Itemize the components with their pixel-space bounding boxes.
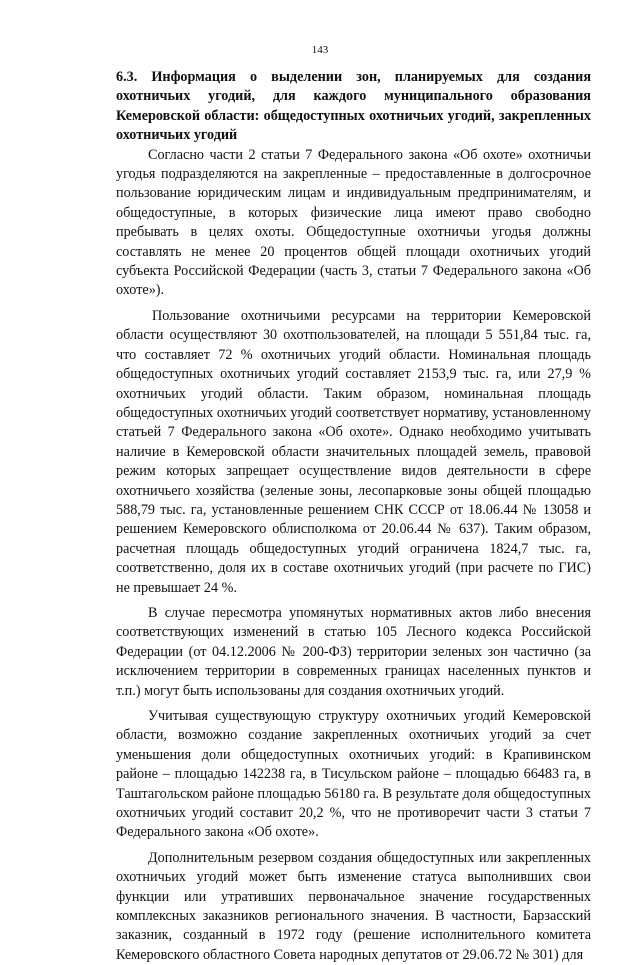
section-heading: 6.3. Информация о выделении зон, планируемых для создания охотничьих угодий, для каждого муниципального образования Кемеровской области: общедоступных охотничьих угодий, закрепленных охотничьих угодий bbox=[116, 69, 591, 144]
page-number: 143 bbox=[311, 44, 329, 56]
paragraph: Пользование охотничьими ресурсами на территории Кемеровской области осуществляют 30 охотпользователей, на площади 5 551,84 тыс. га, что составляет 72 % охотничьих угодий области. Номинальная площадь общедоступных охотничьих угодий составляет 2153,9 тыс. га, или 27,9 % охотничьих угодий области. Таким образом, номинальная площадь общедоступных охотничьих угодий соответствует нормативу, установленному статьей 7 Федерального закона «Об охоте». Однако необходимо учитывать наличие в Кемеровской области значительных площадей земель, правовой режим которых запрещает осуществление видов деятельности в сфере охотничьего хозяйства (зеленые зоны, лесопарковые зоны общей площадью 588,79 тыс. га, установленные решением СНК СССР от 18.06.44 № 13058 и решением Кемеровского облисполкома от 20.06.44 № 637). Таким образом, расчетная площадь общедоступных угодий ограничена 1824,7 тыс. га, соответственно, доля их в составе охотничьих угодий (при расчете по ГИС) не превышает 24 %. bbox=[116, 307, 591, 596]
paragraph: Дополнительным резервом создания общедоступных или закрепленных охотничьих угодий может быть изменение статуса выполнивших свои функции или утративших первоначальное значение государственных комплексных заказников регионального значения. В частности, Барзасский заказник, созданный в 1972 году (решение исполнительного комитета Кемеровского областного Совета народных депутатов от 29.06.72 № 301) для bbox=[116, 849, 591, 963]
paragraph: В случае пересмотра упомянутых нормативных актов либо внесения соответствующих изменений в статью 105 Лесного кодекса Российской Федерации (от 04.12.2006 № 200-ФЗ) территории зеленых зон частично (за исключением территории в современных границах населенных пунктов и т.п.) могут быть использованы для создания охотничьих угодий. bbox=[116, 604, 591, 699]
page-content bbox=[116, 68, 591, 965]
paragraph: Согласно части 2 статьи 7 Федерального закона «Об охоте» охотничьи угодья подразделяются на закрепленные – предоставленные в долгосрочное пользование юридическим лицам и индивидуальным предпринимателям, и общедоступные, в которых физические лица имеют право свободно пребывать в целях охоты. Общедоступные охотничьи угодья должны составлять не менее 20 процентов общей площади охотничьих угодий субъекта Российской Федерации (часть 3, статьи 7 Федерального закона «Об охоте»). bbox=[116, 146, 591, 299]
paragraph: Учитывая существующую структуру охотничьих угодий Кемеровской области, возможно создание закрепленных охотничьих угодий за счет уменьшения доли общедоступных охотничьих угодий: в Крапивинском районе – площадью 142238 га, в Тисульском районе – площадью 66483 га, в Таштагольском районе площадью 56180 га. В результате доля общедоступных охотничьих угодий составит 20,2 %, что не противоречит части 3 статьи 7 Федерального закона «Об охоте». bbox=[116, 708, 591, 841]
